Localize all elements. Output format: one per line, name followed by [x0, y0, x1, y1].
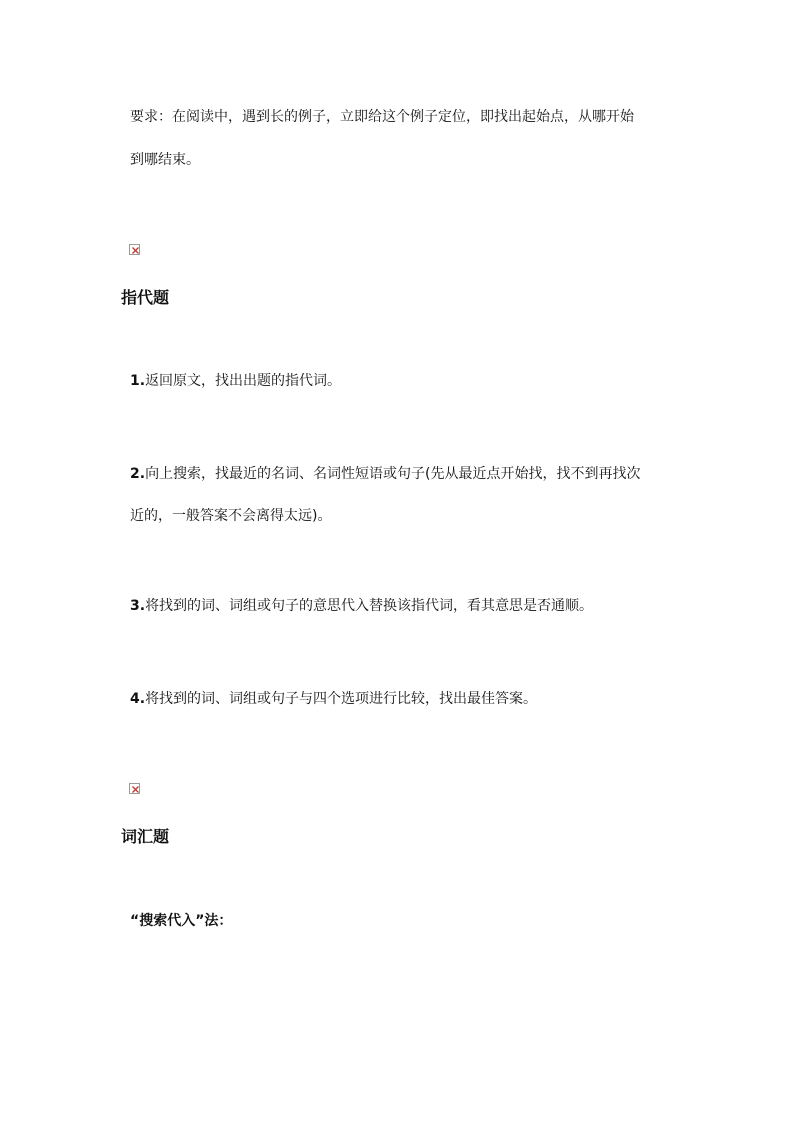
step-text: 向上搜索，找最近的名词、名词性短语或句子(先从最近点开始找，找不到再找次 — [145, 466, 641, 482]
step-number: 1. — [130, 373, 146, 389]
step-number: 4. — [130, 691, 146, 707]
x-mark-icon — [132, 786, 139, 793]
step-number: 3. — [130, 598, 146, 614]
pronoun-section-title: 指代题 — [121, 288, 170, 307]
step-number: 2. — [130, 466, 146, 482]
vocab-section-title: 词汇题 — [121, 827, 170, 846]
broken-image-icon — [129, 244, 140, 255]
vocab-method-label: “搜索代入”法： — [130, 913, 233, 929]
pronoun-step-1 — [130, 372, 341, 390]
step-text: 将找到的词、词组或句子的意思代入替换该指代词，看其意思是否通顺。 — [145, 598, 594, 614]
pronoun-step-3 — [130, 597, 593, 615]
broken-image-icon — [129, 783, 140, 794]
step-text: 将找到的词、词组或句子与四个选项进行比较，找出最佳答案。 — [145, 691, 538, 707]
pronoun-step-2 — [130, 465, 641, 483]
requirement-line-1: 要求：在阅读中，遇到长的例子，立即给这个例子定位，即找出起始点，从哪开始 — [130, 109, 634, 125]
pronoun-step-4 — [130, 690, 537, 708]
pronoun-step-2-continued: 近的，一般答案不会离得太远)。 — [130, 508, 332, 524]
x-mark-icon — [132, 247, 139, 254]
requirement-line-2: 到哪结束。 — [130, 152, 200, 168]
step-text: 返回原文，找出出题的指代词。 — [145, 373, 342, 389]
